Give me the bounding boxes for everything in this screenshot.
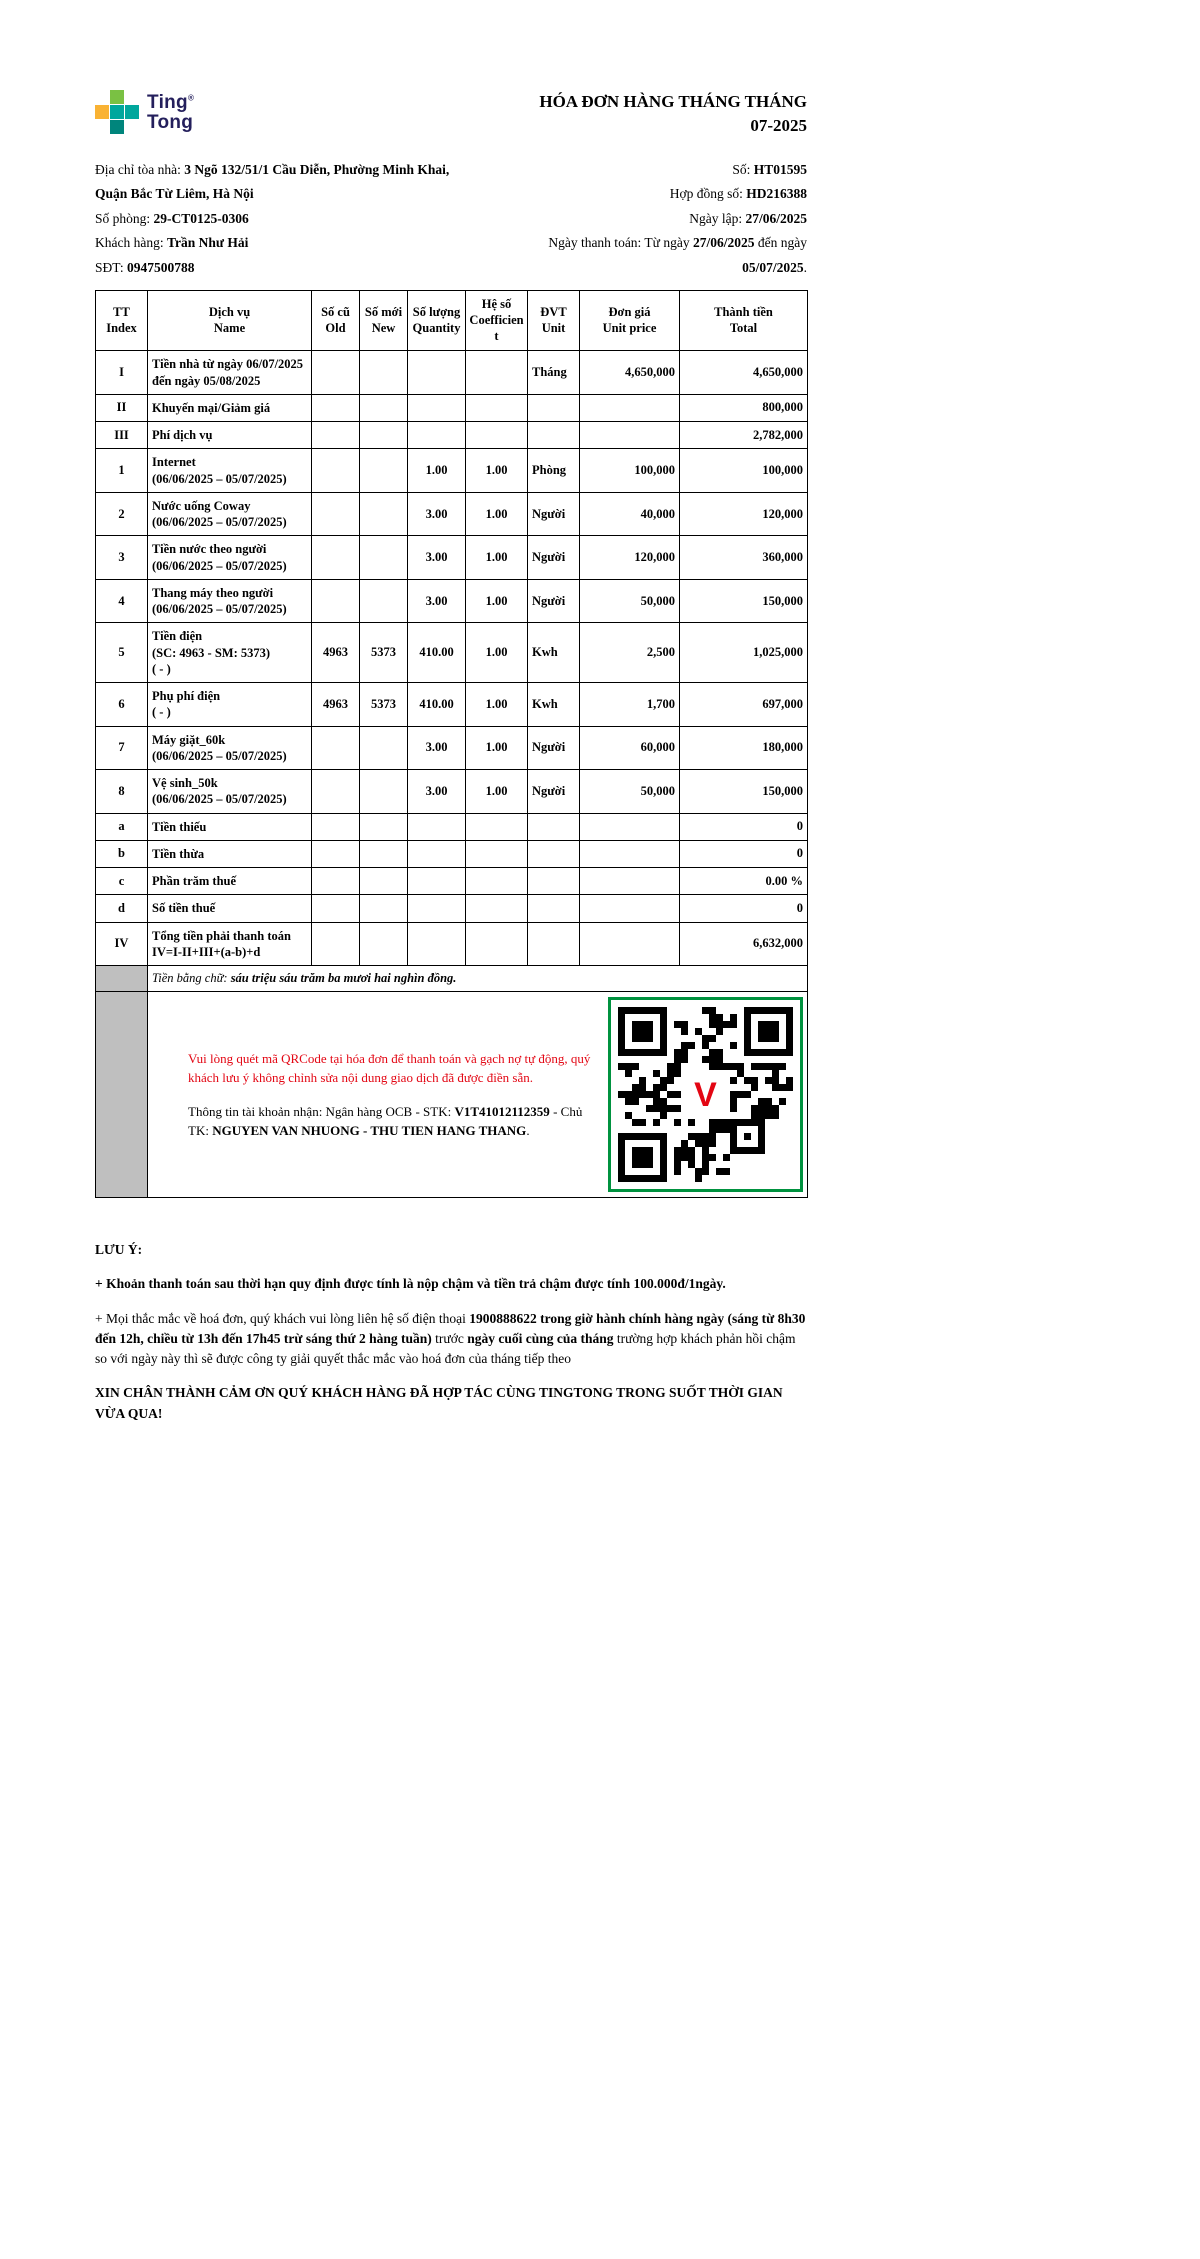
contract-line	[485, 182, 807, 207]
cell-old	[312, 840, 360, 867]
logo-ting: Ting	[147, 92, 188, 114]
cell-coef	[466, 868, 528, 895]
cell-price: 1,700	[580, 683, 680, 727]
cell-unit: Kwh	[528, 623, 580, 683]
cell-qty: 1.00	[408, 449, 466, 493]
customer-value: Trần Như Hải	[166, 235, 249, 251]
cell-name: Khuyến mại/Giảm giá	[148, 394, 312, 421]
cell-total: 1,025,000	[680, 623, 808, 683]
info-left-column	[95, 158, 485, 281]
cell-new	[360, 579, 408, 623]
note-late-payment: + Khoản thanh toán sau thời hạn quy định được tính là nộp chậm và tiền trả chậm được tính 100.000đ/1ngày.	[95, 1276, 726, 1292]
phone-line	[95, 256, 485, 281]
cell-qty: 3.00	[408, 770, 466, 814]
cell-unit: Người	[528, 492, 580, 536]
issue-date-label: Ngày lập:	[689, 210, 746, 226]
customer-line	[95, 231, 485, 256]
cell-unit: Phòng	[528, 449, 580, 493]
cell-new: 5373	[360, 683, 408, 727]
invoice-table-body	[96, 351, 808, 966]
payment-period-dot: .	[803, 259, 807, 275]
cell-price	[580, 394, 680, 421]
page-title: HÓA ĐƠN HÀNG THÁNG THÁNG 07-2025	[539, 92, 807, 135]
header	[95, 90, 807, 138]
cell-unit: Tháng	[528, 351, 580, 395]
table-row	[96, 683, 808, 727]
cell-name: Tiền nhà từ ngày 06/07/2025 đến ngày 05/08/2025	[148, 351, 312, 395]
column-header-6: ĐVT Unit	[528, 291, 580, 351]
cell-old: 4963	[312, 683, 360, 727]
cell-price: 60,000	[580, 726, 680, 770]
invoice-info	[95, 158, 807, 281]
payment-instructions	[152, 1049, 592, 1141]
cell-unit	[528, 922, 580, 966]
qr-scan-notice: Vui lòng quét mã QRCode tại hóa đơn để thanh toán và gạch nợ tự động, quý khách lưu ý không chỉnh sửa nội dung giao dịch đã được điền sẵn.	[188, 1050, 591, 1086]
cell-tt: 5	[96, 623, 148, 683]
table-row	[96, 579, 808, 623]
note-contact-hotline: 1900888622 trong giờ hành chính hàng ngày (sáng từ 8h30 đến 12h, chiều từ 13h đến 17h45 trừ sáng thứ 2 hàng tuần)	[95, 1310, 806, 1346]
contract-label: Hợp đồng số:	[669, 186, 747, 202]
cell-old	[312, 868, 360, 895]
cell-name: Thang máy theo người (06/06/2025 – 05/07/2025)	[148, 579, 312, 623]
cell-total: 697,000	[680, 683, 808, 727]
logo-square-center	[110, 105, 124, 119]
column-header-5: Hệ số Coefficient	[466, 291, 528, 351]
cell-tt: d	[96, 895, 148, 922]
cell-total: 100,000	[680, 449, 808, 493]
room-value: 29-CT0125-0306	[153, 210, 249, 226]
account-dot: .	[526, 1123, 530, 1139]
cell-coef: 1.00	[466, 623, 528, 683]
cell-total: 360,000	[680, 536, 808, 580]
cell-tt: 4	[96, 579, 148, 623]
note-contact	[95, 1309, 807, 1370]
phone-value: 0947500788	[126, 259, 195, 275]
cell-name: Số tiền thuế	[148, 895, 312, 922]
cell-total: 2,782,000	[680, 422, 808, 449]
cell-old	[312, 579, 360, 623]
cell-coef: 1.00	[466, 492, 528, 536]
cell-price: 100,000	[580, 449, 680, 493]
cell-unit: Kwh	[528, 683, 580, 727]
column-header-2: Số cũ Old	[312, 291, 360, 351]
registered-mark-icon: ®	[187, 93, 195, 103]
table-row	[96, 813, 808, 840]
account-label: Thông tin tài khoản nhận: Ngân hàng OCB - STK:	[188, 1103, 455, 1119]
cell-new	[360, 726, 408, 770]
invoice-content	[95, 90, 807, 1438]
cell-price	[580, 868, 680, 895]
table-row	[96, 492, 808, 536]
cell-name: Tiền điện (SC: 4963 - SM: 5373) ( - )	[148, 623, 312, 683]
column-header-3: Số mới New	[360, 291, 408, 351]
cell-name: Nước uống Coway (06/06/2025 – 05/07/2025)	[148, 492, 312, 536]
column-header-4: Số lượng Quantity	[408, 291, 466, 351]
cell-coef	[466, 840, 528, 867]
cell-old	[312, 449, 360, 493]
cell-tt: 3	[96, 536, 148, 580]
cell-tt: I	[96, 351, 148, 395]
invoice-number-label: Số:	[732, 161, 754, 177]
cell-new	[360, 868, 408, 895]
invoice-table	[95, 290, 808, 1198]
cell-coef	[466, 813, 528, 840]
notes-section	[95, 1240, 807, 1424]
cell-coef	[466, 394, 528, 421]
cell-tt: II	[96, 394, 148, 421]
account-number: V1T41012112359	[454, 1103, 550, 1119]
cell-total: 6,632,000	[680, 922, 808, 966]
cell-unit: Người	[528, 579, 580, 623]
thanks-message: XIN CHÂN THÀNH CẢM ƠN QUÝ KHÁCH HÀNG ĐÃ HỢP TÁC CÙNG TINGTONG TRONG SUỐT THỜI GIAN VỪA QUA!	[95, 1385, 783, 1421]
invoice-table-header-row	[96, 291, 808, 351]
account-holder: NGUYEN VAN NHUONG - THU TIEN HANG THANG	[212, 1123, 527, 1139]
cell-old	[312, 813, 360, 840]
cell-old	[312, 492, 360, 536]
cell-tt: 7	[96, 726, 148, 770]
logo-square-left	[95, 105, 109, 119]
bank-account-info	[188, 1102, 592, 1141]
logo-square-top	[110, 90, 124, 104]
cell-qty	[408, 351, 466, 395]
logo-square-right	[125, 105, 139, 119]
qr-payment-cell	[148, 992, 808, 1198]
table-row	[96, 536, 808, 580]
cell-new	[360, 536, 408, 580]
cell-qty: 3.00	[408, 726, 466, 770]
invoice-number-value: HT01595	[753, 161, 807, 177]
cell-total: 4,650,000	[680, 351, 808, 395]
qr-center-logo	[685, 1074, 727, 1116]
cell-new	[360, 394, 408, 421]
cell-new	[360, 449, 408, 493]
cell-price: 50,000	[580, 579, 680, 623]
cell-total: 120,000	[680, 492, 808, 536]
amount-words-value: sáu triệu sáu trăm ba mươi hai nghìn đồng.	[230, 971, 457, 986]
cell-old	[312, 422, 360, 449]
payment-from-date: 27/06/2025	[693, 235, 755, 251]
cell-total: 800,000	[680, 394, 808, 421]
cell-old: 4963	[312, 623, 360, 683]
table-row	[96, 422, 808, 449]
cell-coef: 1.00	[466, 579, 528, 623]
cell-new	[360, 895, 408, 922]
payment-to-date: 05/07/2025	[742, 259, 804, 275]
cell-old	[312, 394, 360, 421]
cell-price: 2,500	[580, 623, 680, 683]
cell-name: Tiền thiếu	[148, 813, 312, 840]
cell-coef: 1.00	[466, 683, 528, 727]
notes-heading: LƯU Ý:	[95, 1242, 143, 1258]
phone-label: SĐT:	[95, 259, 127, 275]
cell-unit: Người	[528, 726, 580, 770]
cell-new	[360, 351, 408, 395]
cell-unit	[528, 394, 580, 421]
cell-name: Phí dịch vụ	[148, 422, 312, 449]
cell-coef	[466, 422, 528, 449]
cell-price: 40,000	[580, 492, 680, 536]
cell-price: 120,000	[580, 536, 680, 580]
building-address-line	[95, 158, 485, 183]
cell-old	[312, 895, 360, 922]
table-row	[96, 394, 808, 421]
cell-name: Tiền thừa	[148, 840, 312, 867]
cell-total: 0	[680, 895, 808, 922]
cell-coef	[466, 922, 528, 966]
cell-name: Phụ phí điện ( - )	[148, 683, 312, 727]
cell-name: Tổng tiền phải thanh toán IV=I-II+III+(a-b)+d	[148, 922, 312, 966]
cell-unit	[528, 868, 580, 895]
address-value-line1: 3 Ngõ 132/51/1 Cầu Diễn, Phường Minh Khai,	[184, 161, 450, 177]
contract-value: HD216388	[746, 186, 807, 202]
cell-coef	[466, 895, 528, 922]
amount-words-label: Tiền bằng chữ:	[152, 971, 231, 986]
cell-unit: Người	[528, 536, 580, 580]
cell-tt: 1	[96, 449, 148, 493]
payment-period-label: Ngày thanh toán: Từ ngày	[548, 235, 693, 251]
cell-qty	[408, 394, 466, 421]
note-contact-seg3: trước	[431, 1330, 468, 1346]
cell-price	[580, 922, 680, 966]
payment-period-line	[485, 231, 807, 280]
cell-qty: 410.00	[408, 683, 466, 727]
cell-unit	[528, 895, 580, 922]
logo-tong: Tong	[147, 111, 194, 133]
cell-name: Vệ sinh_50k (06/06/2025 – 05/07/2025)	[148, 770, 312, 814]
cell-total: 150,000	[680, 579, 808, 623]
table-row	[96, 922, 808, 966]
cell-tt: c	[96, 868, 148, 895]
cell-coef: 1.00	[466, 536, 528, 580]
customer-label: Khách hàng:	[95, 235, 167, 251]
table-row	[96, 726, 808, 770]
cell-unit	[528, 840, 580, 867]
cell-qty	[408, 895, 466, 922]
account-sep: - Chủ TK:	[188, 1103, 583, 1139]
cell-old	[312, 536, 360, 580]
cell-old	[312, 726, 360, 770]
issue-date-line	[485, 207, 807, 232]
cell-coef: 1.00	[466, 449, 528, 493]
address-value-line2: Quận Bắc Từ Liêm, Hà Nội	[95, 186, 254, 202]
cell-total: 0	[680, 813, 808, 840]
vietqr-v-icon: V	[694, 1075, 717, 1114]
cell-qty: 3.00	[408, 536, 466, 580]
info-right-column	[485, 158, 807, 281]
cell-total: 0.00 %	[680, 868, 808, 895]
cell-coef: 1.00	[466, 770, 528, 814]
amount-in-words-row	[96, 966, 808, 992]
table-row	[96, 770, 808, 814]
payment-period-sep: đến ngày	[754, 235, 807, 251]
cell-old	[312, 351, 360, 395]
qr-payment-row	[96, 992, 808, 1198]
cell-total: 180,000	[680, 726, 808, 770]
logo-square-bottom	[110, 120, 124, 134]
issue-date-value: 27/06/2025	[745, 210, 807, 226]
cell-unit	[528, 813, 580, 840]
note-contact-seg5: trường hợp khách phản hồi chậm so với ngày này thì sẽ được công ty giải quyết thắc mắc vào hoá đơn của tháng tiếp theo	[95, 1330, 796, 1367]
note-contact-deadline: ngày cuối cùng của tháng	[467, 1330, 614, 1346]
cell-price	[580, 840, 680, 867]
cell-tt: 8	[96, 770, 148, 814]
room-label: Số phòng:	[95, 210, 154, 226]
table-row	[96, 351, 808, 395]
cell-old	[312, 922, 360, 966]
cell-tt: a	[96, 813, 148, 840]
cell-total: 0	[680, 840, 808, 867]
column-header-8: Thành tiền Total	[680, 291, 808, 351]
cell-name: Phần trăm thuế	[148, 868, 312, 895]
cell-tt: b	[96, 840, 148, 867]
cell-new	[360, 840, 408, 867]
invoice-table-footer	[96, 966, 808, 1198]
column-header-0: TT Index	[96, 291, 148, 351]
cell-price	[580, 895, 680, 922]
cell-new	[360, 922, 408, 966]
cell-total: 150,000	[680, 770, 808, 814]
cell-coef	[466, 351, 528, 395]
table-row	[96, 895, 808, 922]
cell-qty: 3.00	[408, 492, 466, 536]
tingtong-logo	[95, 90, 194, 135]
invoice-number-line	[485, 158, 807, 183]
cell-qty	[408, 422, 466, 449]
column-header-1: Dịch vụ Name	[148, 291, 312, 351]
cell-new	[360, 770, 408, 814]
qr-code	[608, 997, 803, 1192]
table-row	[96, 868, 808, 895]
cell-price: 50,000	[580, 770, 680, 814]
cell-new	[360, 422, 408, 449]
cell-price	[580, 422, 680, 449]
cell-price: 4,650,000	[580, 351, 680, 395]
cell-price	[580, 813, 680, 840]
amount-words-spacer-cell	[96, 966, 148, 992]
amount-in-words-cell	[148, 966, 808, 992]
cell-tt: III	[96, 422, 148, 449]
cell-new	[360, 813, 408, 840]
address-label: Địa chỉ tòa nhà:	[95, 161, 185, 177]
cell-qty	[408, 840, 466, 867]
cell-unit	[528, 422, 580, 449]
cell-name: Internet (06/06/2025 – 05/07/2025)	[148, 449, 312, 493]
cell-qty	[408, 922, 466, 966]
cell-name: Tiền nước theo người (06/06/2025 – 05/07/2025)	[148, 536, 312, 580]
cell-qty: 410.00	[408, 623, 466, 683]
cell-name: Máy giặt_60k (06/06/2025 – 05/07/2025)	[148, 726, 312, 770]
cell-qty	[408, 813, 466, 840]
cell-coef: 1.00	[466, 726, 528, 770]
qr-row-spacer-cell	[96, 992, 148, 1198]
table-row	[96, 840, 808, 867]
column-header-7: Đơn giá Unit price	[580, 291, 680, 351]
tingtong-logo-icon	[95, 90, 140, 135]
qr-payment-layout	[152, 997, 803, 1192]
room-line	[95, 207, 485, 232]
cell-tt: 6	[96, 683, 148, 727]
cell-new: 5373	[360, 623, 408, 683]
invoice-table-head	[96, 291, 808, 351]
cell-new	[360, 492, 408, 536]
cell-qty	[408, 868, 466, 895]
cell-old	[312, 770, 360, 814]
cell-tt: 2	[96, 492, 148, 536]
table-row	[96, 623, 808, 683]
logo-wordmark	[147, 93, 194, 132]
table-row	[96, 449, 808, 493]
note-contact-seg1: + Mọi thắc mắc về hoá đơn, quý khách vui lòng liên hệ số điện thoại	[95, 1310, 470, 1326]
cell-unit: Người	[528, 770, 580, 814]
cell-tt: IV	[96, 922, 148, 966]
cell-qty: 3.00	[408, 579, 466, 623]
